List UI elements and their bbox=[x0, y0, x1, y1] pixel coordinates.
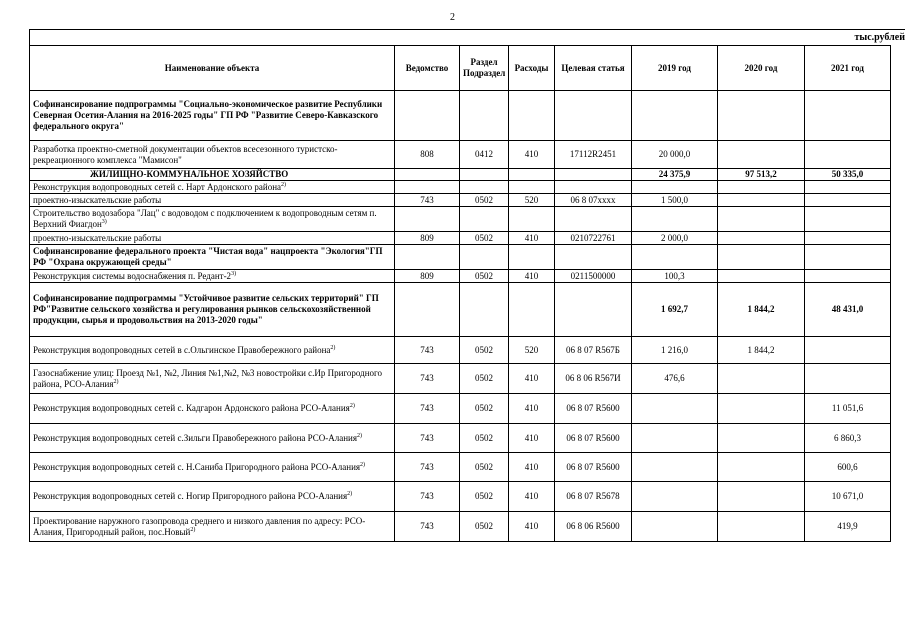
cell-section bbox=[460, 181, 509, 194]
cell-2019 bbox=[632, 91, 718, 141]
cell-section bbox=[460, 283, 509, 337]
table-row bbox=[30, 194, 891, 207]
cell-2020 bbox=[718, 91, 805, 141]
object-name-text: проектно-изыскательские работы bbox=[33, 232, 162, 243]
budget-table bbox=[29, 45, 891, 542]
cell-2019 bbox=[632, 181, 718, 194]
table-row bbox=[30, 512, 891, 542]
object-name-text: Реконструкция водопроводных сетей с. Кадгарон Ардонского района РСО-Алания bbox=[33, 403, 350, 413]
cell-dept bbox=[395, 245, 460, 270]
cell-expenses: 410 bbox=[509, 270, 555, 283]
cell-expenses: 410 bbox=[509, 394, 555, 424]
cell-dept: 743 bbox=[395, 512, 460, 542]
cell-2020 bbox=[718, 270, 805, 283]
cell-expenses: 410 bbox=[509, 364, 555, 394]
cell-2020 bbox=[718, 141, 805, 169]
cell-target bbox=[555, 91, 632, 141]
table-row bbox=[30, 181, 891, 194]
table-row bbox=[30, 169, 891, 181]
cell-2020 bbox=[718, 245, 805, 270]
cell-dept: 743 bbox=[395, 337, 460, 364]
cell-section: 0502 bbox=[460, 453, 509, 482]
table-row bbox=[30, 141, 891, 169]
cell-expenses bbox=[509, 283, 555, 337]
cell-section: 0502 bbox=[460, 424, 509, 453]
cell-2021 bbox=[805, 245, 891, 270]
cell-target: 06 8 06 R5600 bbox=[555, 512, 632, 542]
footnote-marker: 2) bbox=[347, 491, 353, 497]
cell-2020 bbox=[718, 181, 805, 194]
col-header-target: Целевая статья bbox=[555, 46, 632, 91]
cell-2019 bbox=[632, 245, 718, 270]
col-header-2020: 2020 год bbox=[718, 46, 805, 91]
cell-2020 bbox=[718, 364, 805, 394]
cell-object-name bbox=[30, 194, 395, 207]
footnote-marker: 2) bbox=[360, 461, 366, 468]
col-header-expenses: Расходы bbox=[509, 46, 555, 91]
cell-object-name bbox=[30, 453, 395, 482]
cell-expenses bbox=[509, 169, 555, 181]
cell-target: 0210722761 bbox=[555, 232, 632, 245]
table-row bbox=[30, 245, 891, 270]
object-name-text: Строительство водозабора "Лац" с водоводом с подключением к водопроводным сетям п. Верхний Фиагдон bbox=[33, 208, 377, 229]
cell-object-name bbox=[30, 424, 395, 453]
cell-2021 bbox=[805, 337, 891, 364]
cell-expenses bbox=[509, 91, 555, 141]
col-header-section: Раздел Подраздел bbox=[460, 46, 509, 91]
cell-target bbox=[555, 283, 632, 337]
cell-dept bbox=[395, 91, 460, 141]
cell-dept: 743 bbox=[395, 394, 460, 424]
cell-2021 bbox=[805, 270, 891, 283]
cell-2021: 419,9 bbox=[805, 512, 891, 542]
footnote-marker: 3) bbox=[101, 219, 107, 225]
cell-2020 bbox=[718, 232, 805, 245]
cell-2019 bbox=[632, 453, 718, 482]
cell-section: 0502 bbox=[460, 394, 509, 424]
cell-2021 bbox=[805, 91, 891, 141]
cell-expenses: 410 bbox=[509, 232, 555, 245]
cell-2019: 20 000,0 bbox=[632, 141, 718, 169]
table-row bbox=[30, 337, 891, 364]
cell-2020 bbox=[718, 424, 805, 453]
object-name-text: Реконструкция системы водоснабжения п. Редант-2 bbox=[33, 270, 232, 281]
cell-expenses: 410 bbox=[509, 453, 555, 482]
cell-dept bbox=[395, 181, 460, 194]
object-name-text: Реконструкция водопроводных сетей с. Ногир Пригородного района РСО-Алания bbox=[33, 491, 348, 501]
cell-2019: 1 216,0 bbox=[632, 337, 718, 364]
cell-expenses: 410 bbox=[509, 512, 555, 542]
footnote-marker: 2) bbox=[281, 181, 287, 188]
cell-dept: 743 bbox=[395, 194, 460, 207]
cell-object-name bbox=[30, 364, 395, 394]
table-row bbox=[30, 482, 891, 512]
cell-dept bbox=[395, 169, 460, 181]
object-name-text: проектно-изыскательские работы bbox=[33, 194, 162, 205]
cell-expenses: 520 bbox=[509, 337, 555, 364]
cell-object-name bbox=[30, 181, 395, 194]
cell-2019 bbox=[632, 424, 718, 453]
cell-2021: 48 431,0 bbox=[805, 283, 891, 337]
cell-object-name bbox=[30, 169, 395, 181]
cell-section: 0412 bbox=[460, 141, 509, 169]
cell-section: 0502 bbox=[460, 194, 509, 207]
footnote-marker: 2) bbox=[190, 526, 196, 533]
cell-object-name bbox=[30, 270, 395, 283]
cell-dept: 743 bbox=[395, 424, 460, 453]
cell-section: 0502 bbox=[460, 512, 509, 542]
cell-dept: 743 bbox=[395, 453, 460, 482]
object-name-text: Реконструкция водопроводных сетей с.Зильги Правобережного района РСО-Алания bbox=[33, 432, 358, 443]
cell-target: 06 8 07 R5678 bbox=[555, 482, 632, 512]
cell-expenses: 410 bbox=[509, 141, 555, 169]
cell-target: 0211500000 bbox=[555, 270, 632, 283]
footnote-marker: 3) bbox=[231, 270, 237, 277]
cell-2020 bbox=[718, 207, 805, 232]
cell-2019 bbox=[632, 512, 718, 542]
cell-target bbox=[555, 245, 632, 270]
cell-object-name bbox=[30, 232, 395, 245]
cell-section bbox=[460, 207, 509, 232]
object-name-text: Реконструкция водопроводных сетей в с.Ольгинское Правобережного района bbox=[33, 344, 331, 355]
cell-target bbox=[555, 207, 632, 232]
cell-2021 bbox=[805, 181, 891, 194]
cell-target: 06 8 07 R5600 bbox=[555, 453, 632, 482]
table-row bbox=[30, 364, 891, 394]
table-row bbox=[30, 91, 891, 141]
cell-2021: 50 335,0 bbox=[805, 169, 891, 181]
cell-2021 bbox=[805, 141, 891, 169]
cell-2019 bbox=[632, 394, 718, 424]
table-header-row bbox=[30, 46, 891, 91]
unit-label: тыс.рублей bbox=[854, 32, 905, 43]
cell-object-name bbox=[30, 482, 395, 512]
cell-section: 0502 bbox=[460, 270, 509, 283]
cell-2021 bbox=[805, 207, 891, 232]
cell-target bbox=[555, 169, 632, 181]
cell-2021: 600,6 bbox=[805, 453, 891, 482]
cell-expenses: 410 bbox=[509, 424, 555, 453]
cell-2020: 1 844,2 bbox=[718, 337, 805, 364]
cell-2019: 2 000,0 bbox=[632, 232, 718, 245]
cell-2021 bbox=[805, 364, 891, 394]
page-number: 2 bbox=[450, 12, 455, 23]
cell-2020 bbox=[718, 453, 805, 482]
cell-2021: 10 671,0 bbox=[805, 482, 891, 512]
cell-object-name bbox=[30, 394, 395, 424]
cell-object-name bbox=[30, 337, 395, 364]
object-name-text: Софинансирование федерального проекта "Чистая вода" нацпроекта "Экология"ГП РФ "Охрана окружающей среды" bbox=[33, 246, 383, 267]
object-name-text: Софинансирование подпрограммы "Устойчивое развитие сельских территорий" ГП РФ"Развитие сельского хозяйства и регулирования рынков сельскохозяйственной продукции, сырья и продовольствия на 2013-2020 годы" bbox=[33, 293, 379, 325]
table-top-frame bbox=[29, 29, 905, 45]
cell-dept: 809 bbox=[395, 232, 460, 245]
cell-2020: 97 513,2 bbox=[718, 169, 805, 181]
cell-dept bbox=[395, 283, 460, 337]
cell-target: 06 8 07 R5600 bbox=[555, 424, 632, 453]
cell-target: 06 8 07 R567Б bbox=[555, 337, 632, 364]
cell-section: 0502 bbox=[460, 337, 509, 364]
footnote-marker: 2) bbox=[330, 344, 336, 351]
cell-2019: 1 500,0 bbox=[632, 194, 718, 207]
cell-section: 0502 bbox=[460, 482, 509, 512]
cell-dept: 809 bbox=[395, 270, 460, 283]
cell-target: 17112R2451 bbox=[555, 141, 632, 169]
cell-dept bbox=[395, 207, 460, 232]
cell-object-name bbox=[30, 245, 395, 270]
table-row bbox=[30, 394, 891, 424]
col-header-dept: Ведомство bbox=[395, 46, 460, 91]
cell-object-name bbox=[30, 512, 395, 542]
cell-section: 0502 bbox=[460, 232, 509, 245]
cell-2020 bbox=[718, 194, 805, 207]
cell-2019 bbox=[632, 207, 718, 232]
cell-object-name bbox=[30, 207, 395, 232]
footnote-marker: 2) bbox=[349, 403, 355, 409]
object-name-text: Софинансирование подпрограммы "Социально-экономическое развитие Республики Северная Осетия-Алания на 2016-2025 годы" ГП РФ "Развитие Северо-Кавказского федерального округа" bbox=[33, 99, 383, 131]
cell-object-name bbox=[30, 91, 395, 141]
col-header-2019: 2019 год bbox=[632, 46, 718, 91]
object-name-text: Газоснабжение улиц: Проезд №1, №2, Линия №1,№2, №3 новостройки с.Ир Пригородного района, РСО-Алания bbox=[33, 367, 383, 389]
cell-expenses bbox=[509, 207, 555, 232]
col-header-2021: 2021 год bbox=[805, 46, 891, 91]
cell-2019: 1 692,7 bbox=[632, 283, 718, 337]
cell-section bbox=[460, 245, 509, 270]
object-name-text: Разработка проектно-сметной документации объектов всесезонного туристско-рекреационного комплекса "Мамисон" bbox=[33, 143, 338, 165]
col-header-name: Наименование объекта bbox=[30, 46, 395, 91]
cell-2020 bbox=[718, 394, 805, 424]
cell-dept: 808 bbox=[395, 141, 460, 169]
object-name-text: ЖИЛИЩНО-КОММУНАЛЬНОЕ ХОЗЯЙСТВО bbox=[90, 169, 289, 179]
cell-2019 bbox=[632, 482, 718, 512]
cell-expenses: 410 bbox=[509, 482, 555, 512]
cell-expenses: 520 bbox=[509, 194, 555, 207]
footnote-marker: 2) bbox=[357, 432, 363, 439]
cell-2020: 1 844,2 bbox=[718, 283, 805, 337]
cell-section bbox=[460, 169, 509, 181]
cell-target: 06 8 07хххх bbox=[555, 194, 632, 207]
table-row bbox=[30, 453, 891, 482]
cell-target: 06 8 06 R567И bbox=[555, 364, 632, 394]
cell-target bbox=[555, 181, 632, 194]
cell-2019: 24 375,9 bbox=[632, 169, 718, 181]
cell-2019: 476,6 bbox=[632, 364, 718, 394]
cell-expenses bbox=[509, 245, 555, 270]
footnote-marker: 2) bbox=[113, 378, 119, 385]
cell-2020 bbox=[718, 482, 805, 512]
cell-expenses bbox=[509, 181, 555, 194]
object-name-text: Реконструкция водопроводных сетей с. Н.Саниба Пригородного района РСО-Алания bbox=[33, 461, 361, 472]
cell-dept: 743 bbox=[395, 364, 460, 394]
cell-2021 bbox=[805, 232, 891, 245]
cell-section bbox=[460, 91, 509, 141]
cell-2021: 6 860,3 bbox=[805, 424, 891, 453]
cell-2020 bbox=[718, 512, 805, 542]
table-row bbox=[30, 232, 891, 245]
object-name-text: Проектирование наружного газопровода среднего и низкого давления по адресу: РСО-Алания, Пригородный район, пос.Новый bbox=[33, 515, 366, 537]
cell-object-name bbox=[30, 283, 395, 337]
object-name-text: Реконструкция водопроводных сетей с. Нарт Ардонского района bbox=[33, 181, 282, 192]
cell-target: 06 8 07 R5600 bbox=[555, 394, 632, 424]
table-row bbox=[30, 283, 891, 337]
cell-section: 0502 bbox=[460, 364, 509, 394]
cell-2019: 100,3 bbox=[632, 270, 718, 283]
cell-2021 bbox=[805, 194, 891, 207]
table-body bbox=[30, 91, 891, 542]
table-row bbox=[30, 270, 891, 283]
table-row bbox=[30, 424, 891, 453]
cell-dept: 743 bbox=[395, 482, 460, 512]
cell-object-name bbox=[30, 141, 395, 169]
table-row bbox=[30, 207, 891, 232]
cell-2021: 11 051,6 bbox=[805, 394, 891, 424]
